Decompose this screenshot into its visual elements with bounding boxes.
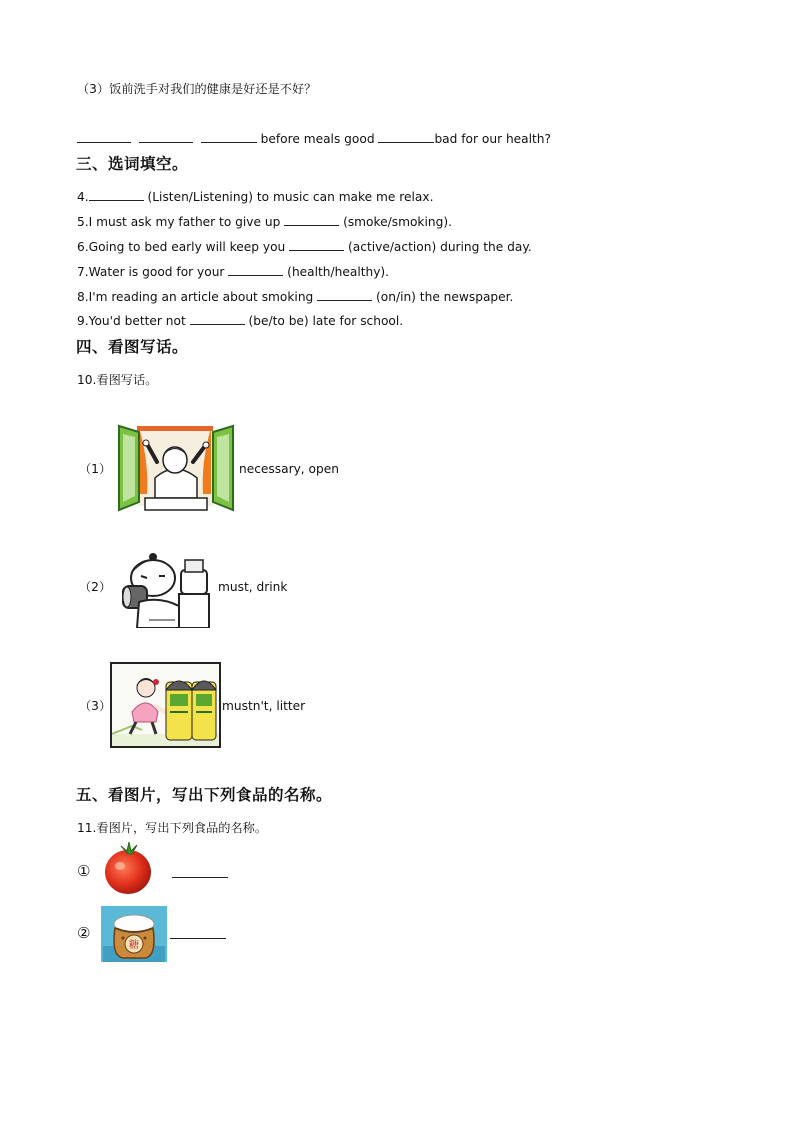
picture-item-1-number: （1） <box>79 462 112 476</box>
answer-blank[interactable] <box>190 313 245 325</box>
item-text: 6.Going to bed early will keep you <box>77 240 290 254</box>
picture-item-2-number: （2） <box>79 580 112 594</box>
picture-item-3-hint: mustn't, litter <box>222 699 306 713</box>
sugar-bag-label: 糖 <box>129 940 139 951</box>
tomato-picture <box>103 840 153 896</box>
item-text: (active/action) during the day. <box>344 240 532 254</box>
question-3-prompt: （3）饭前洗手对我们的健康是好还是不好？ <box>77 82 317 96</box>
answer-blank[interactable] <box>284 214 339 226</box>
open-window-picture <box>117 422 235 514</box>
answer-blank[interactable] <box>289 239 344 251</box>
fill-item-5 <box>77 214 452 230</box>
fill-item-9 <box>77 313 403 329</box>
fill-item-6 <box>77 239 532 255</box>
item-text: (smoke/smoking). <box>339 215 452 229</box>
question-10-title: 10.看图写话。 <box>77 373 158 387</box>
food-item-1-number: ① <box>77 862 91 880</box>
answer-blank[interactable] <box>172 877 228 878</box>
fill-item-8 <box>77 289 513 305</box>
picture-item-1-hint: necessary, open <box>239 462 339 476</box>
answer-blank[interactable] <box>170 938 226 939</box>
item-text: (health/healthy). <box>283 265 390 279</box>
item-text: 9.You'd better not <box>77 314 190 328</box>
drinking-water-picture <box>119 550 215 628</box>
item-text: (be/to be) late for school. <box>244 314 404 328</box>
item-text: 5.I must ask my father to give up <box>77 215 285 229</box>
picture-item-2-hint: must, drink <box>218 580 288 594</box>
question-3-answer-line <box>77 131 551 147</box>
picture-item-3-number: （3） <box>79 699 112 713</box>
item-text: 8.I'm reading an article about smoking <box>77 290 318 304</box>
litter-bin-picture <box>110 662 221 748</box>
answer-blank[interactable] <box>77 131 131 143</box>
answer-blank[interactable] <box>89 189 144 201</box>
item-text: 7.Water is good for your <box>77 265 229 279</box>
question-11-title: 11.看图片，写出下列食品的名称。 <box>77 821 268 835</box>
item-text: 4. <box>77 190 89 204</box>
item-text: (Listen/Listening) to music can make me relax. <box>143 190 434 204</box>
answer-text: bad for our health? <box>434 132 551 146</box>
answer-blank[interactable] <box>317 289 372 301</box>
answer-text: before meals good <box>260 132 375 146</box>
answer-blank[interactable] <box>378 131 434 143</box>
fill-item-4 <box>77 189 433 205</box>
food-item-2-number: ② <box>77 924 91 942</box>
answer-blank[interactable] <box>201 131 257 143</box>
item-text: (on/in) the newspaper. <box>372 290 514 304</box>
fill-item-7 <box>77 264 389 280</box>
section-4-heading: 四、看图写话。 <box>76 338 189 356</box>
answer-blank[interactable] <box>228 264 283 276</box>
section-3-heading: 三、选词填空。 <box>76 155 189 173</box>
section-5-heading: 五、看图片，写出下列食品的名称。 <box>76 786 333 804</box>
sugar-bag-picture <box>101 906 167 962</box>
answer-blank[interactable] <box>139 131 193 143</box>
